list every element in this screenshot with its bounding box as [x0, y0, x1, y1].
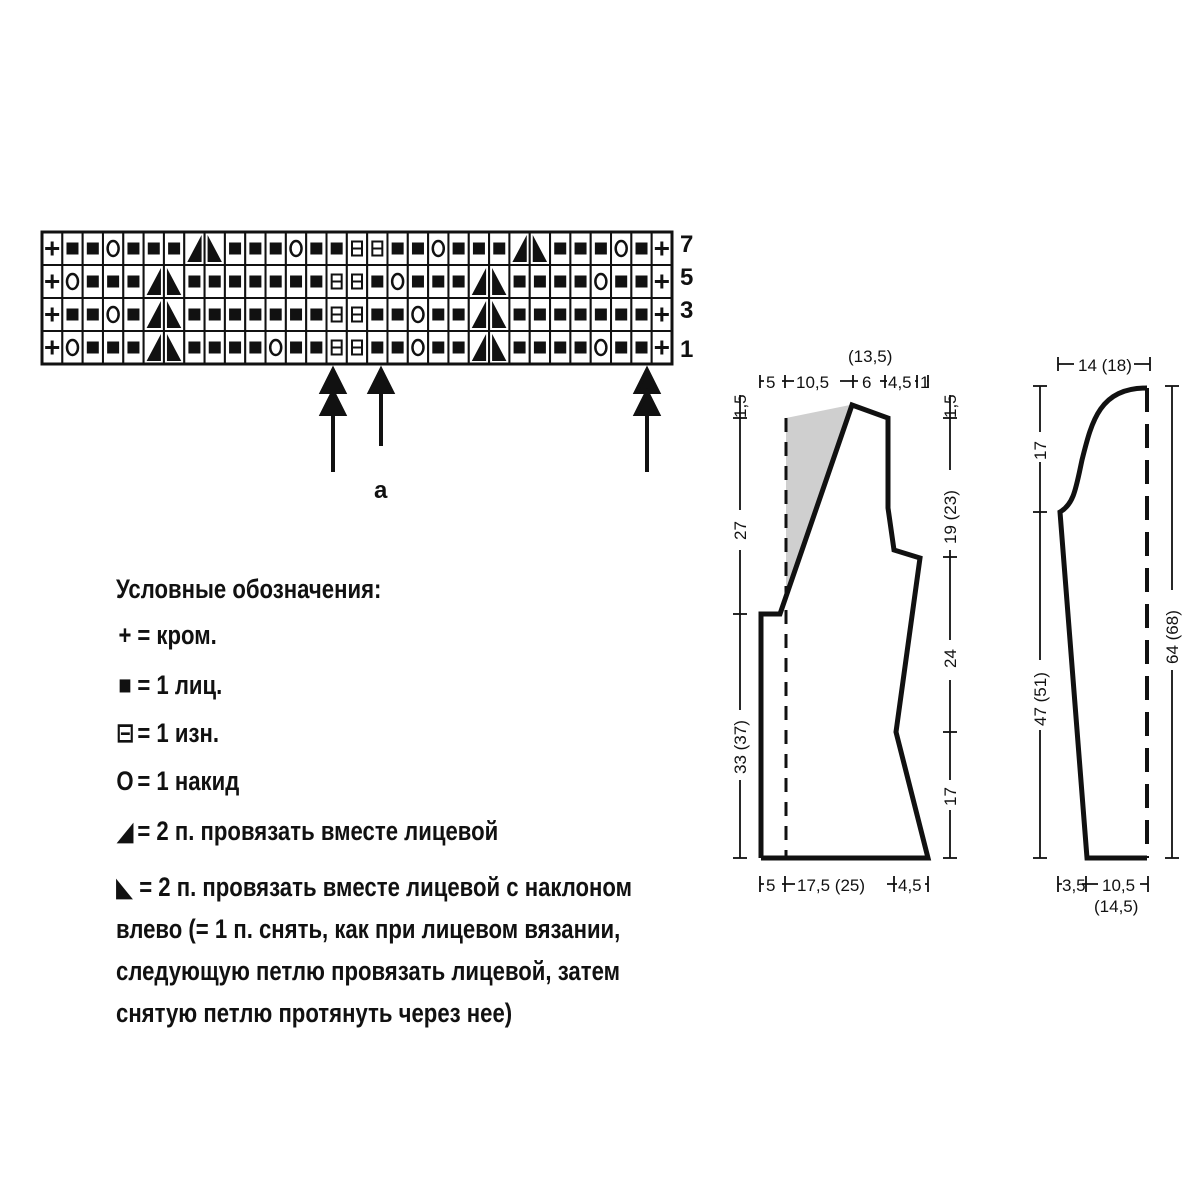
edge-stitch-icon [652, 298, 672, 331]
front-dim-left-1: 27 [731, 521, 750, 540]
k2tog-icon [144, 331, 164, 364]
knit-stitch-icon [428, 298, 448, 331]
front-dim-left-0: 1,5 [731, 394, 750, 418]
knit-stitch-icon [530, 331, 550, 364]
knit-stitch-icon [123, 265, 143, 298]
legend-item-edge [116, 620, 217, 651]
sleeve-dim-left-0: 17 [1031, 441, 1050, 460]
knit-stitch-icon [530, 265, 550, 298]
sleeve-dim-right: 64 (68) [1163, 610, 1182, 664]
knit-stitch-icon [428, 265, 448, 298]
knit-stitch-icon [266, 298, 286, 331]
legend-text-edge: = кром. [137, 620, 217, 650]
yarn-over-icon [428, 232, 448, 265]
legend-item-yo [116, 766, 239, 797]
knit-stitch-icon [83, 331, 103, 364]
knit-stitch-icon [509, 331, 529, 364]
knit-stitch-icon [550, 265, 570, 298]
front-dim-right-0: 1,5 [941, 394, 960, 418]
legend-text-k2tog: = 2 п. провязать вместе лицевой [137, 816, 499, 846]
knit-stitch-icon [509, 298, 529, 331]
knit-stitch-icon [469, 232, 489, 265]
knit-stitch-icon [286, 265, 306, 298]
yarn-over-icon [286, 232, 306, 265]
edge-stitch-icon [652, 331, 672, 364]
stitch-chart [42, 232, 672, 364]
legend-item-ssk [116, 866, 690, 1034]
knit-stitch-icon [367, 265, 387, 298]
row-label-1: 1 [680, 336, 694, 363]
knit-stitch-icon [123, 331, 143, 364]
sleeve-piece [1028, 353, 1184, 916]
front-dim-right-3: 17 [941, 787, 960, 806]
yarn-over-icon [591, 331, 611, 364]
knit-stitch-icon [286, 331, 306, 364]
knit-stitch-icon [367, 298, 387, 331]
repeat-label: a [374, 477, 388, 504]
edge-stitch-icon [652, 265, 672, 298]
knit-stitch-icon [428, 331, 448, 364]
sleeve-dim-bottom-1: 10,5 [1102, 876, 1136, 895]
k2tog-icon [144, 265, 164, 298]
knit-stitch-icon [611, 265, 631, 298]
legend-text-ssk: = 2 п. провязать вместе лицевой с наклоном влево (= 1 п. снять, как при лицевом вязании, следующую петлю провязать лицевой, затем снятую петлю протянуть через нее) [116, 872, 633, 1028]
knit-stitch-icon [631, 331, 651, 364]
knit-stitch-icon [591, 232, 611, 265]
knit-stitch-icon [570, 331, 590, 364]
knit-stitch-icon [286, 298, 306, 331]
knit-stitch-icon [327, 232, 347, 265]
knit-stitch-icon [387, 331, 407, 364]
purl-stitch-icon [327, 298, 347, 331]
front-dim-top-3: 4,5 [888, 373, 912, 392]
ssk-icon [164, 298, 184, 331]
single-arrow [370, 370, 392, 446]
yarn-over-icon [387, 265, 407, 298]
knit-stitch-icon [448, 298, 468, 331]
knit-stitch-icon [631, 265, 651, 298]
knit-stitch-icon [103, 331, 123, 364]
knit-stitch-icon [245, 331, 265, 364]
knit-stitch-icon [245, 232, 265, 265]
k2tog-icon [469, 298, 489, 331]
sleeve-outline [1060, 388, 1147, 858]
sleeve-dim-left-1: 47 (51) [1031, 672, 1050, 726]
knit-stitch-icon [62, 298, 82, 331]
knit-stitch-icon [123, 298, 143, 331]
knit-stitch-icon [387, 298, 407, 331]
purl-stitch-icon [347, 298, 367, 331]
knit-stitch-icon [245, 298, 265, 331]
knit-stitch-icon [509, 265, 529, 298]
knit-stitch-icon [184, 331, 204, 364]
front-dim-bottom-1: 17,5 (25) [797, 876, 866, 895]
knit-stitch-icon [205, 265, 225, 298]
double-arrow-left [322, 370, 344, 472]
knit-stitch-icon [631, 298, 651, 331]
knit-stitch-icon [550, 298, 570, 331]
row-label-3: 3 [680, 297, 694, 324]
knit-stitch-icon [611, 331, 631, 364]
knit-stitch-icon [266, 232, 286, 265]
purl-stitch-icon [347, 331, 367, 364]
sleeve-dim-bottom-2: (14,5) [1094, 897, 1139, 916]
k2tog-icon [184, 232, 204, 265]
row-label-7: 7 [680, 231, 694, 258]
knit-stitch-icon [387, 232, 407, 265]
yarn-over-icon [408, 298, 428, 331]
legend-title: Условные обозначения: [116, 574, 382, 604]
edge-stitch-icon [42, 331, 62, 364]
knit-stitch-icon [205, 331, 225, 364]
knit-stitch-icon [83, 298, 103, 331]
front-dim-right-1: 19 (23) [941, 490, 960, 544]
sleeve-dim-bottom-0: 3,5 [1062, 876, 1086, 895]
ssk-icon [205, 232, 225, 265]
edge-stitch-icon [652, 232, 672, 265]
front-top-note: (13,5) [848, 347, 893, 366]
front-dim-top-0: 5 [766, 373, 776, 392]
knit-stitch-icon [306, 331, 326, 364]
yarn-over-icon [266, 331, 286, 364]
knit-stitch-icon [306, 265, 326, 298]
edge-stitch-icon: + [118, 620, 132, 650]
front-dim-left-2: 33 (37) [731, 720, 750, 774]
k2tog-icon [469, 331, 489, 364]
yarn-over-icon [591, 265, 611, 298]
yarn-over-icon [103, 232, 123, 265]
front-dim-bottom-2: 4,5 [898, 876, 922, 895]
purl-stitch-icon [347, 232, 367, 265]
knit-stitch-icon [550, 232, 570, 265]
yarn-over-icon [62, 265, 82, 298]
knit-stitch-icon [245, 265, 265, 298]
knit-stitch-icon [225, 331, 245, 364]
ssk-icon [489, 331, 509, 364]
ssk-icon [489, 298, 509, 331]
front-dim-top-1: 10,5 [796, 373, 830, 392]
knit-stitch-icon [184, 298, 204, 331]
knit-stitch-icon [266, 265, 286, 298]
knit-stitch-icon [408, 265, 428, 298]
knit-stitch-icon [550, 331, 570, 364]
knit-stitch-icon [123, 232, 143, 265]
ssk-icon [164, 265, 184, 298]
purl-stitch-icon [327, 265, 347, 298]
knit-stitch-icon [103, 265, 123, 298]
edge-stitch-icon [42, 265, 62, 298]
repeat-arrows [322, 370, 658, 472]
ssk-icon [489, 265, 509, 298]
k2tog-icon [469, 265, 489, 298]
knit-stitch-icon [184, 265, 204, 298]
edge-stitch-icon [42, 298, 62, 331]
yarn-over-icon [611, 232, 631, 265]
knit-stitch-icon [205, 298, 225, 331]
knit-stitch-icon [489, 232, 509, 265]
knit-stitch-icon [570, 265, 590, 298]
row-label-5: 5 [680, 264, 694, 291]
knit-stitch-icon [631, 232, 651, 265]
purl-stitch-icon: ⊟ [116, 718, 135, 748]
knit-stitch-icon [611, 298, 631, 331]
front-piece [728, 347, 962, 896]
knit-stitch-icon [306, 298, 326, 331]
knit-stitch-icon [144, 232, 164, 265]
row-labels [680, 231, 693, 363]
front-dim-bottom-0: 5 [766, 876, 776, 895]
yarn-over-icon [103, 298, 123, 331]
ssk-icon: ◣ [116, 872, 134, 902]
yarn-over-icon [408, 331, 428, 364]
knit-stitch-icon [448, 331, 468, 364]
ssk-icon [530, 232, 550, 265]
knit-stitch-icon [367, 331, 387, 364]
legend-item-purl [116, 718, 219, 749]
k2tog-icon [509, 232, 529, 265]
sleeve-dim-top: 14 (18) [1078, 356, 1132, 375]
k2tog-icon: ◢ [116, 816, 134, 846]
knit-stitch-icon [225, 232, 245, 265]
knit-stitch-icon [62, 232, 82, 265]
edge-stitch-icon [42, 232, 62, 265]
front-dim-top-4: 1 [920, 373, 930, 392]
knit-stitch-icon [83, 265, 103, 298]
purl-stitch-icon [347, 265, 367, 298]
knit-stitch-icon [408, 232, 428, 265]
legend-item-knit [116, 670, 222, 701]
front-dim-top-2: 6 [862, 373, 872, 392]
knit-stitch-icon [570, 232, 590, 265]
knit-stitch-icon [530, 298, 550, 331]
knit-stitch-icon [164, 232, 184, 265]
purl-stitch-icon [327, 331, 347, 364]
knit-stitch-icon [225, 298, 245, 331]
knit-stitch-icon [570, 298, 590, 331]
double-arrow-right [636, 370, 658, 472]
purl-stitch-icon [367, 232, 387, 265]
front-dim-right-2: 24 [941, 649, 960, 668]
yarn-over-icon [62, 331, 82, 364]
knit-stitch-icon [591, 298, 611, 331]
knit-stitch-icon [448, 265, 468, 298]
ssk-icon [164, 331, 184, 364]
yarn-over-icon: O [116, 766, 134, 796]
knit-stitch-icon: ■ [118, 670, 132, 700]
legend-text-knit: = 1 лиц. [137, 670, 223, 700]
k2tog-icon [144, 298, 164, 331]
knit-stitch-icon [306, 232, 326, 265]
knit-stitch-icon [225, 265, 245, 298]
legend-text-yo: = 1 накид [137, 766, 240, 796]
legend-text-purl: = 1 изн. [137, 718, 220, 748]
legend-item-k2tog [116, 816, 498, 847]
knit-stitch-icon [83, 232, 103, 265]
knit-stitch-icon [448, 232, 468, 265]
